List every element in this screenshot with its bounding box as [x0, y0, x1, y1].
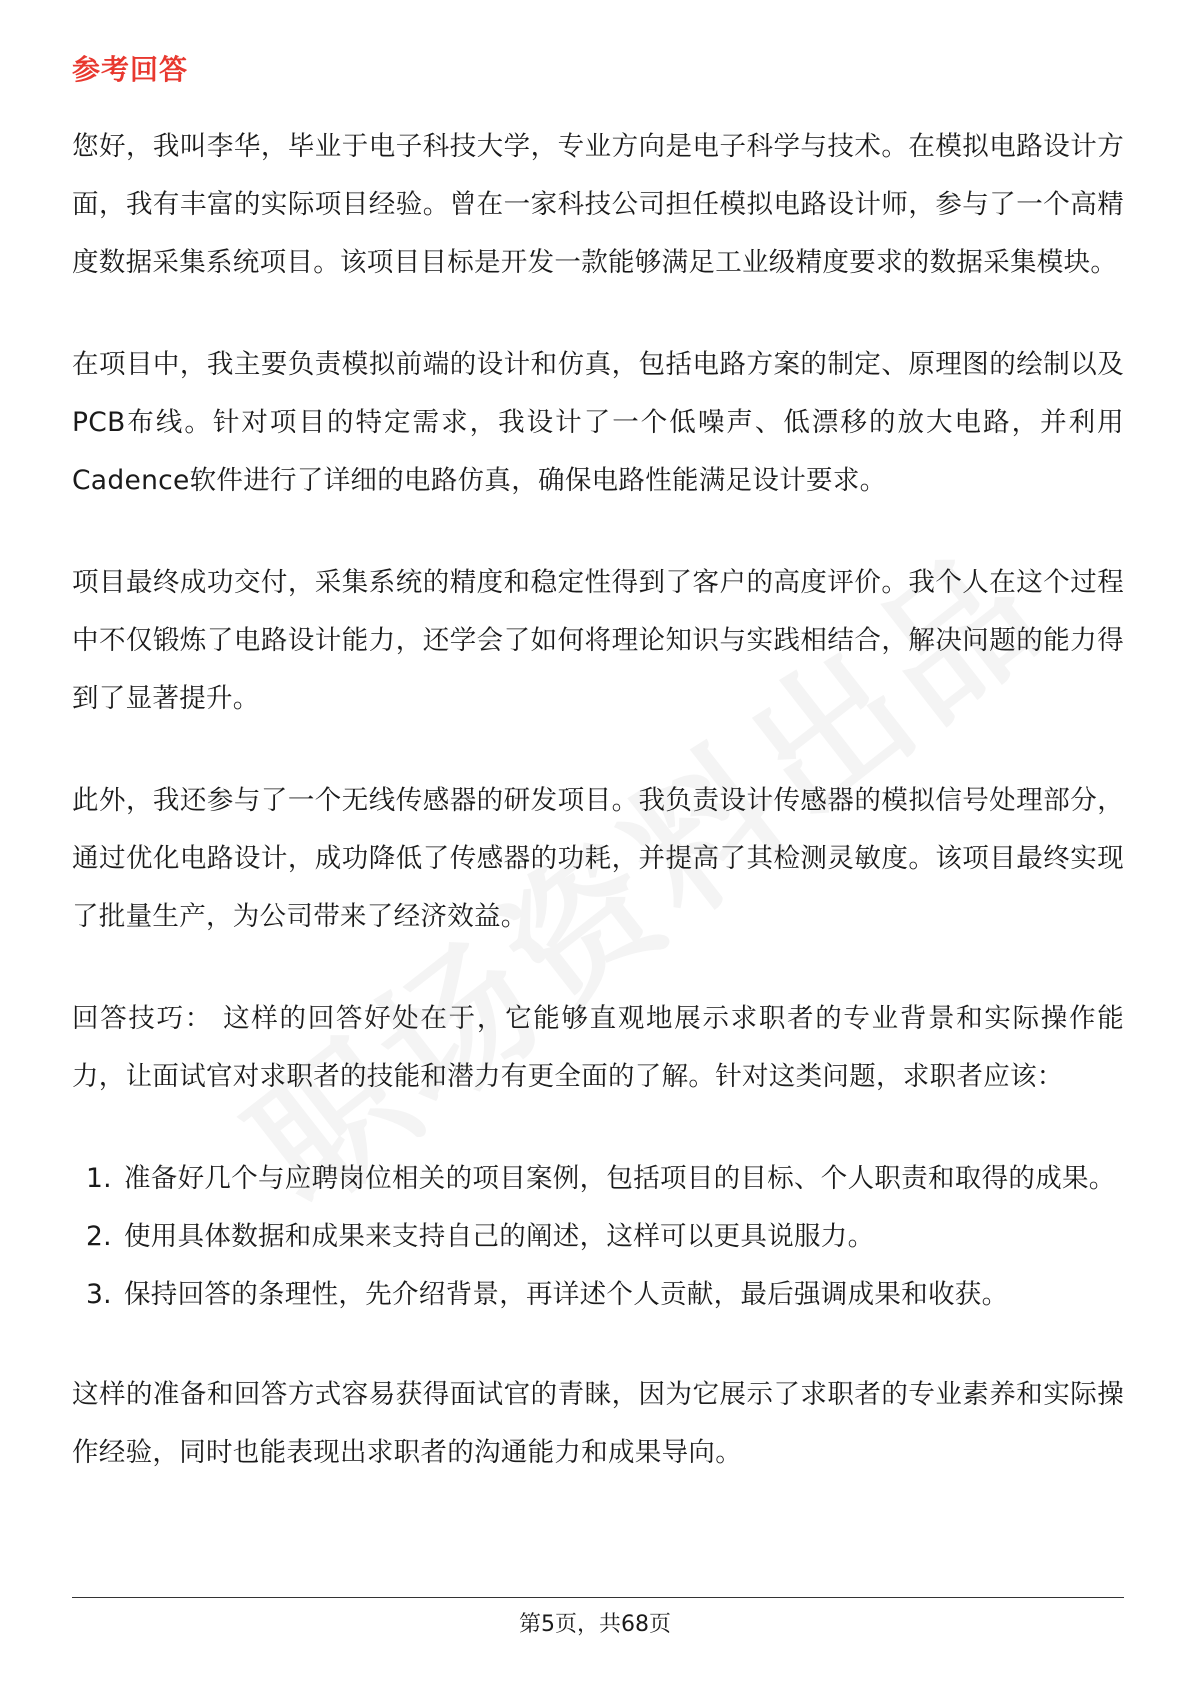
- paragraph-project-role: 在项目中，我主要负责模拟前端的设计和仿真，包括电路方案的制定、原理图的绘制以及PCB布线。针对项目的特定需求，我设计了一个低噪声、低漂移的放大电路，并利用Cadence软件进行了详细的电路仿真，确保电路性能满足设计要求。: [72, 349, 1124, 496]
- list-item-text: 准备好几个与应聘岗位相关的项目案例，包括项目的目标、个人职责和取得的成果。: [124, 1163, 1116, 1194]
- list-item-text: 保持回答的条理性，先介绍背景，再详述个人贡献，最后强调成果和收获。: [124, 1279, 1009, 1310]
- tips-list: [72, 1150, 1124, 1324]
- footer-divider: [72, 1597, 1124, 1598]
- paragraph-tips: 回答技巧： 这样的回答好处在于，它能够直观地展示求职者的专业背景和实际操作能力，让面试官对求职者的技能和潜力有更全面的了解。针对这类问题，求职者应该：: [72, 1003, 1124, 1092]
- list-item-text: 使用具体数据和成果来支持自己的阐述，这样可以更具说服力。: [124, 1221, 875, 1252]
- paragraph-project-result: 项目最终成功交付，采集系统的精度和稳定性得到了客户的高度评价。我个人在这个过程中不仅锻炼了电路设计能力，还学会了如何将理论知识与实践相结合，解决问题的能力得到了显著提升。: [72, 567, 1124, 714]
- page-number: 第5页，共68页: [519, 1612, 671, 1637]
- answer-content: [72, 118, 1124, 1526]
- list-item-number: 3.: [86, 1279, 112, 1310]
- list-item: [72, 1266, 1124, 1324]
- list-item: [72, 1208, 1124, 1266]
- list-item-number: 1.: [86, 1163, 112, 1194]
- list-item: [72, 1150, 1124, 1208]
- paragraph-second-project: 此外，我还参与了一个无线传感器的研发项目。我负责设计传感器的模拟信号处理部分，通过优化电路设计，成功降低了传感器的功耗，并提高了其检测灵敏度。该项目最终实现了批量生产，为公司带来了经济效益。: [72, 785, 1124, 932]
- paragraph-intro: 您好，我叫李华，毕业于电子科技大学，专业方向是电子科学与技术。在模拟电路设计方面，我有丰富的实际项目经验。曾在一家科技公司担任模拟电路设计师，参与了一个高精度数据采集系统项目。该项目目标是开发一款能够满足工业级精度要求的数据采集模块。: [72, 131, 1124, 278]
- list-item-number: 2.: [86, 1221, 112, 1252]
- section-heading: 参考回答: [72, 53, 189, 86]
- paragraph-closing: 这样的准备和回答方式容易获得面试官的青睐，因为它展示了求职者的专业素养和实际操作经验，同时也能表现出求职者的沟通能力和成果导向。: [72, 1379, 1124, 1468]
